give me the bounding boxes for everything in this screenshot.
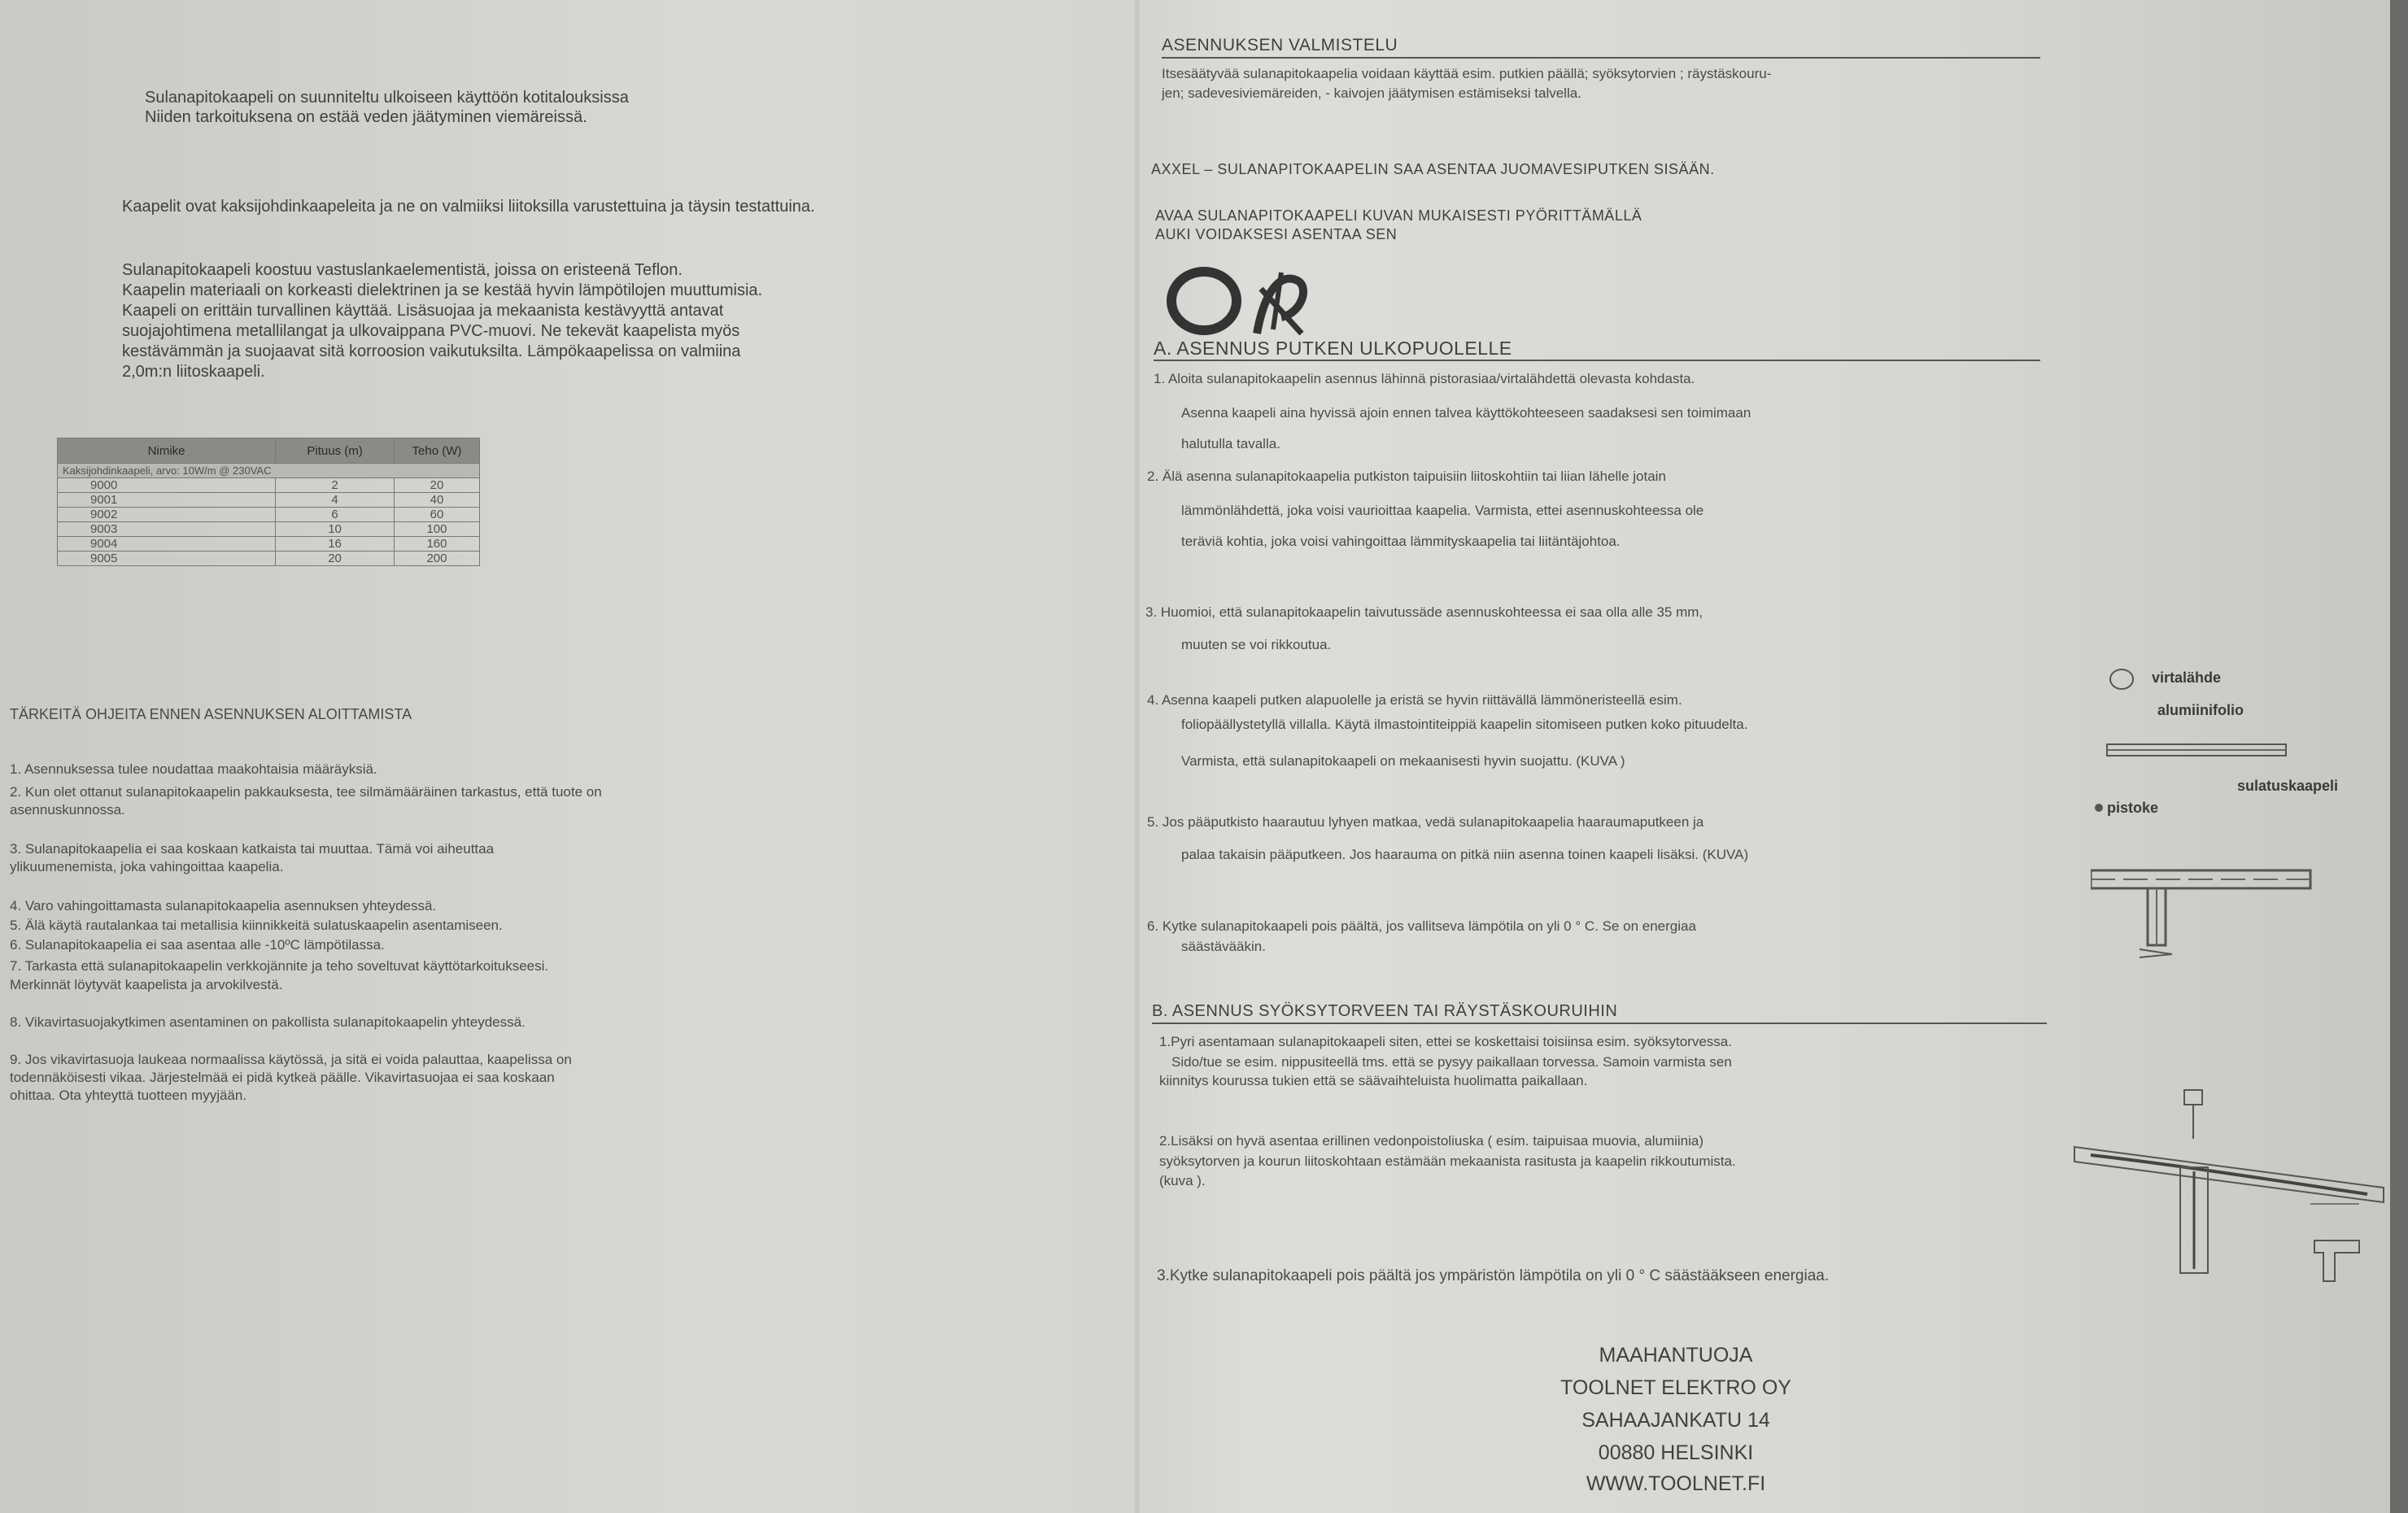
cell-power: 20 bbox=[394, 478, 479, 493]
b-item-line: syöksytorven ja kourun liitoskohtaan estämään mekaanista rasitusta ja kaapelin rikkoutumista. bbox=[1159, 1153, 1736, 1169]
a-item-line: 3. Huomioi, että sulanapitokaapelin taivutussäde asennuskohteessa ei saa olla alle 35 mm, bbox=[1145, 604, 1703, 620]
product-table bbox=[57, 438, 480, 566]
a-item-line: 5. Jos pääputkisto haarautuu lyhyen matkaa, vedä sulanapitokaapelia haaraumaputkeen ja bbox=[1147, 814, 1704, 830]
heading-rule bbox=[1162, 57, 2040, 59]
a-item-line: muuten se voi rikkoutua. bbox=[1181, 637, 1332, 652]
cell-name: 9002 bbox=[58, 508, 276, 522]
importer-line: SAHAAJANKATU 14 bbox=[1581, 1409, 1770, 1432]
important-line: 8. Vikavirtasuojakytkimen asentaminen on pakollista sulanapitokaapelin yhteydessä. bbox=[10, 1014, 526, 1030]
cell-name: 9003 bbox=[58, 522, 276, 537]
section-b-heading: B. ASENNUS SYÖKSYTORVEEN TAI RÄYSTÄSKOURUIHIN bbox=[1152, 1002, 1618, 1020]
intro-line-2: Niiden tarkoituksena on estää veden jäätyminen viemäreissä. bbox=[145, 108, 587, 126]
cell-power: 60 bbox=[394, 508, 479, 522]
a-item-line: 6. Kytke sulanapitokaapeli pois päältä, jos vallitseva lämpötila on yli 0 ° C. Se on energiaa bbox=[1147, 918, 1696, 934]
a-item-line: 2. Älä asenna sulanapitokaapelia putkiston taipuisiin liitoskohtiin tai liian lähelle jotain bbox=[1147, 469, 1666, 484]
page-fold bbox=[1135, 0, 1140, 1513]
b-item-line: 2.Lisäksi on hyvä asentaa erillinen vedonpoistoliuska ( esim. taipuisaa muovia, alumiinia) bbox=[1159, 1133, 1704, 1149]
warning-text: AXXEL – SULANAPITOKAAPELIN SAA ASENTAA JUOMAVESIPUTKEN SISÄÄN. bbox=[1151, 161, 1715, 177]
cable-coil-illustration bbox=[1159, 256, 1371, 346]
table-row bbox=[58, 537, 480, 552]
important-heading: TÄRKEITÄ OHJEITA ENNEN ASENNUKSEN ALOITTAMISTA bbox=[10, 706, 412, 722]
plug-icon bbox=[2095, 804, 2103, 812]
important-line: Merkinnät löytyvät kaapelista ja arvokilvestä. bbox=[10, 977, 283, 992]
pipe-installation-illustration bbox=[2091, 663, 2367, 980]
intro-material-2: Kaapelin materiaali on korkeasti dielektrinen ja se kestää hyvin lämpötilojen muuttumisia. bbox=[122, 281, 763, 299]
table-subheader: Kaksijohdinkaapeli, arvo: 10W/m @ 230VAC bbox=[58, 464, 480, 478]
important-line: 2. Kun olet ottanut sulanapitokaapelin pakkauksesta, tee silmämääräinen tarkastus, että tuote on bbox=[10, 784, 602, 800]
intro-material-3: Kaapeli on erittäin turvallinen käyttää. Lisäsuojaa ja mekaanista kestävyyttä antavat bbox=[122, 302, 724, 320]
cell-name: 9005 bbox=[58, 552, 276, 566]
b-item-line: 3.Kytke sulanapitokaapeli pois päältä jos ympäristön lämpötila on yli 0 ° C säästääkseen energiaa. bbox=[1157, 1267, 1830, 1284]
label-plug: pistoke bbox=[2107, 800, 2159, 816]
intro-cables: Kaapelit ovat kaksijohdinkaapeleita ja ne on valmiiksi liitoksilla varustettuina ja täysin testattuina. bbox=[122, 198, 815, 216]
cell-power: 200 bbox=[394, 552, 479, 566]
table-row bbox=[58, 478, 480, 493]
intro-line-1: Sulanapitokaapeli on suunniteltu ulkoiseen käyttöön kotitalouksissa bbox=[145, 89, 629, 107]
unroll-line-1: AVAA SULANAPITOKAAPELI KUVAN MUKAISESTI PYÖRITTÄMÄLLÄ bbox=[1155, 207, 1642, 224]
a-item-line: foliopäällystetyllä villalla. Käytä ilmastointiteippiä kaapelin sitomiseen putken koko pituudelta. bbox=[1181, 717, 1748, 732]
a-item-line: säästävääkin. bbox=[1181, 939, 1266, 954]
intro-material-6: 2,0m:n liitoskaapeli. bbox=[122, 363, 265, 381]
cell-name: 9000 bbox=[58, 478, 276, 493]
important-line: 5. Älä käytä rautalankaa tai metallisia kiinnikkeitä sulatuskaapelin asentamiseen. bbox=[10, 918, 503, 933]
b-item-line: kiinnitys kourussa tukien että se säävaihteluista huolimatta paikallaan. bbox=[1159, 1073, 1588, 1088]
b-item-line: 1.Pyri asentamaan sulanapitokaapeli siten, ettei se koskettaisi toisiinsa esim. syöksytorvessa. bbox=[1159, 1034, 1732, 1049]
section-a-rule bbox=[1154, 360, 2040, 361]
important-line: 7. Tarkasta että sulanapitokaapelin verkkojännite ja teho soveltuvat käyttötarkoitukseesi. bbox=[10, 958, 549, 974]
background-edge bbox=[2390, 0, 2408, 1513]
b-item-line: Sido/tue se esim. nippusiteellä tms. että se pysyy paikallaan torvessa. Samoin varmista sen bbox=[1171, 1054, 1732, 1070]
cell-length: 4 bbox=[276, 493, 395, 508]
important-line: ylikuumenemista, joka vahingoittaa kaapelia. bbox=[10, 859, 284, 874]
importer-line: 00880 HELSINKI bbox=[1598, 1441, 1754, 1464]
important-line: asennuskunnossa. bbox=[10, 802, 125, 818]
a-item-line: Asenna kaapeli aina hyvissä ajoin ennen talvea käyttökohteeseen saadaksesi sen toimimaan bbox=[1181, 405, 1751, 421]
a-item-line: halutulla tavalla. bbox=[1181, 436, 1280, 451]
importer-line: TOOLNET ELEKTRO OY bbox=[1560, 1376, 1791, 1399]
header-power: Teho (W) bbox=[394, 438, 479, 464]
importer-line: MAAHANTUOJA bbox=[1599, 1344, 1753, 1367]
label-foil: alumiinifolio bbox=[2157, 702, 2244, 718]
cell-length: 16 bbox=[276, 537, 395, 552]
header-length: Pituus (m) bbox=[276, 438, 395, 464]
power-source-icon bbox=[2110, 669, 2133, 689]
cell-length: 10 bbox=[276, 522, 395, 537]
cell-length: 6 bbox=[276, 508, 395, 522]
table-row bbox=[58, 552, 480, 566]
section-b-rule bbox=[1152, 1022, 2047, 1024]
important-line: 4. Varo vahingoittamasta sulanapitokaapelia asennuksen yhteydessä. bbox=[10, 898, 437, 913]
section-a-heading: A. ASENNUS PUTKEN ULKOPUOLELLE bbox=[1154, 338, 1512, 359]
cell-power: 40 bbox=[394, 493, 479, 508]
label-cable: sulatuskaapeli bbox=[2237, 778, 2339, 794]
intro-material-1: Sulanapitokaapeli koostuu vastuslankaelementistä, joissa on eristeenä Teflon. bbox=[122, 261, 683, 279]
cell-name: 9001 bbox=[58, 493, 276, 508]
label-power: virtalähde bbox=[2152, 669, 2222, 686]
importer-website: WWW.TOOLNET.FI bbox=[1586, 1472, 1766, 1495]
table-header-row bbox=[58, 438, 480, 464]
a-item-line: 4. Asenna kaapeli putken alapuolelle ja eristä se hyvin riittävällä lämmöneristeellä esim. bbox=[1147, 692, 1682, 708]
prep-heading: ASENNUKSEN VALMISTELU bbox=[1162, 36, 1398, 55]
a-item-line: 1. Aloita sulanapitokaapelin asennus lähinnä pistorasiaa/virtalähdettä olevasta kohdasta. bbox=[1154, 371, 1695, 386]
unroll-line-2: AUKI VOIDAKSESI ASENTAA SEN bbox=[1155, 226, 1398, 242]
prep-line: Itsesäätyvää sulanapitokaapelia voidaan käyttää esim. putkien päällä; syöksytorvien ; räystäskouru- bbox=[1162, 66, 1772, 81]
cell-length: 20 bbox=[276, 552, 395, 566]
important-line: 1. Asennuksessa tulee noudattaa maakohtaisia määräyksiä. bbox=[10, 761, 377, 777]
important-line: 3. Sulanapitokaapelia ei saa koskaan katkaista tai muuttaa. Tämä voi aiheuttaa bbox=[10, 841, 495, 857]
cell-name: 9004 bbox=[58, 537, 276, 552]
a-item-line: Varmista, että sulanapitokaapeli on mekaanisesti hyvin suojattu. (KUVA ) bbox=[1181, 753, 1625, 769]
gutter-installation-illustration bbox=[2066, 1082, 2392, 1310]
important-line: 6. Sulanapitokaapelia ei saa asentaa alle -10ºC lämpötilassa. bbox=[10, 937, 385, 953]
table-subheader-row bbox=[58, 464, 480, 478]
intro-material-4: suojajohtimena metallilangat ja ulkovaippana PVC-muovi. Ne tekevät kaapelista myös bbox=[122, 322, 740, 340]
cell-power: 100 bbox=[394, 522, 479, 537]
important-line: ohittaa. Ota yhteyttä tuotteen myyjään. bbox=[10, 1088, 247, 1103]
prep-line: jen; sadevesiviemäreiden, - kaivojen jäätymisen estämiseksi talvella. bbox=[1162, 85, 1581, 101]
table-row bbox=[58, 522, 480, 537]
table-row bbox=[58, 493, 480, 508]
a-item-line: lämmönlähdettä, joka voisi vaurioittaa kaapelia. Varmista, ettei asennuskohteessa ole bbox=[1181, 503, 1704, 518]
table-row bbox=[58, 508, 480, 522]
b-item-line: (kuva ). bbox=[1159, 1173, 1206, 1188]
a-item-line: teräviä kohtia, joka voisi vahingoittaa lämmityskaapelia tai liitäntäjohtoa. bbox=[1181, 534, 1621, 549]
important-line: 9. Jos vikavirtasuoja laukeaa normaalissa käytössä, ja sitä ei voida palauttaa, kaapelissa on bbox=[10, 1052, 572, 1067]
a-item-line: palaa takaisin pääputkeen. Jos haarauma on pitkä niin asenna toinen kaapeli lisäksi. (KUVA) bbox=[1181, 847, 1749, 862]
header-name: Nimike bbox=[58, 438, 276, 464]
cell-power: 160 bbox=[394, 537, 479, 552]
cell-length: 2 bbox=[276, 478, 395, 493]
important-line: todennäköisesti vikaa. Järjestelmää ei pidä kytkeä päälle. Vikavirtasuojaa ei saa koskaan bbox=[10, 1070, 555, 1085]
intro-material-5: kestävämmän ja suojaavat sitä korroosion vaikutuksilta. Lämpökaapelissa on valmiina bbox=[122, 342, 741, 360]
